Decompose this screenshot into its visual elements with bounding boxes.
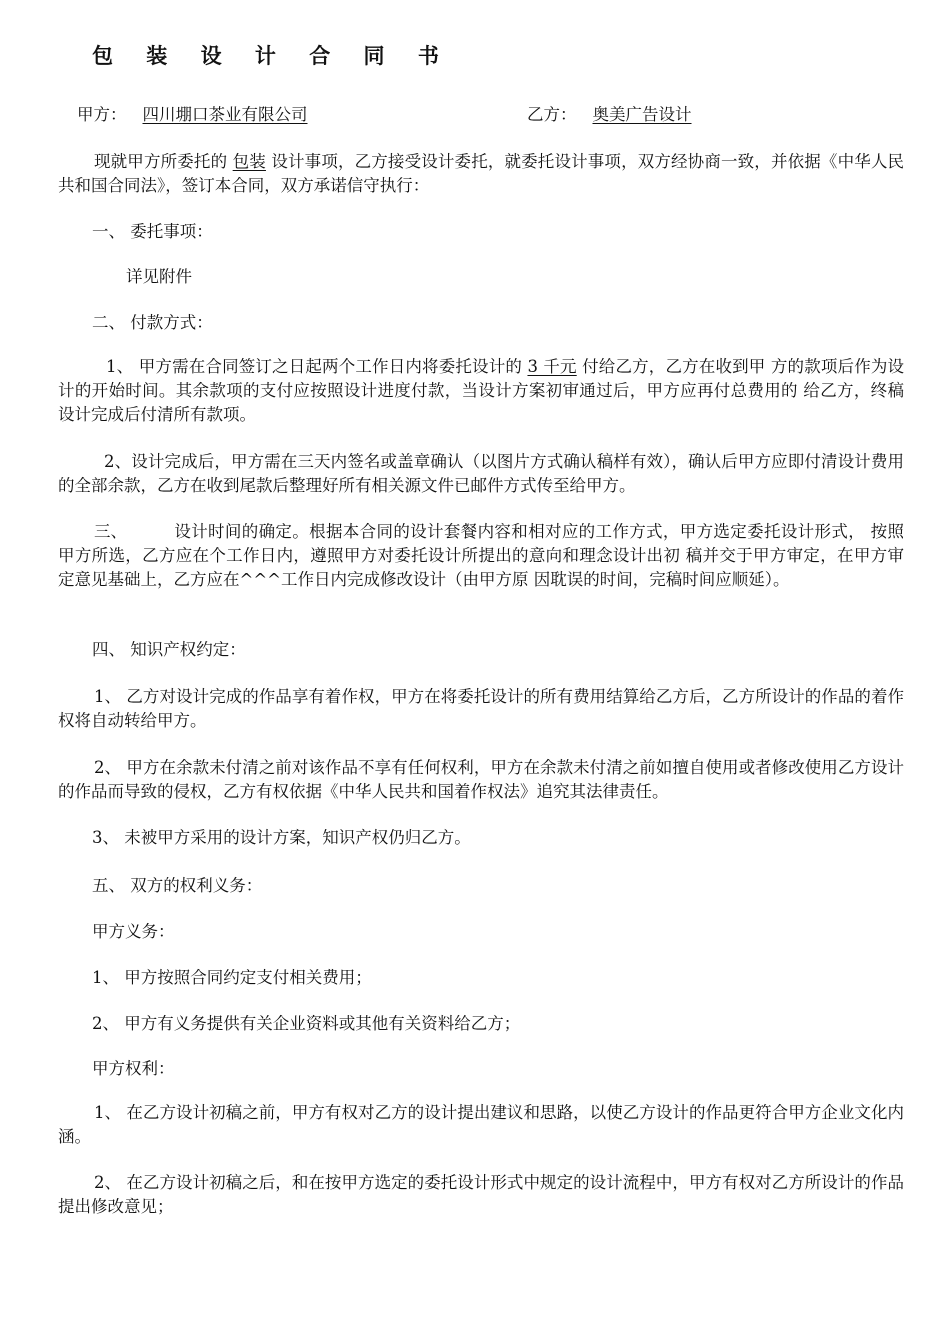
party-b	[527, 101, 692, 125]
party-a	[77, 101, 308, 125]
party-a-name: 四川堋口茶业有限公司	[142, 105, 308, 124]
section2-heading: 二、 付款方式：	[92, 313, 213, 332]
intro-paragraph	[58, 150, 904, 198]
party-a-duties-heading: 甲方义务：	[92, 922, 175, 941]
payment-amount: 3 千元	[527, 357, 577, 376]
intro-before: 现就甲方所委托的	[94, 152, 228, 171]
section1-heading: 一、 委托事项：	[92, 222, 213, 241]
section1-body: 详见附件	[126, 267, 192, 286]
intro-after: 设计事项，乙方接受设计委托，就委托设计事项，双方经协商一致，并依据《中华人民共和国合同法》，签订本合同，双方承诺信守执行：	[58, 152, 905, 195]
section3-paragraph	[58, 520, 904, 592]
party-a-duty-2: 2、 甲方有义务提供有关企业资料或其他有关资料给乙方；	[92, 1014, 521, 1033]
party-a-right-2: 2、 在乙方设计初稿之后，和在按甲方选定的委托设计形式中规定的设计流程中，甲方有权对乙方所设计的作品提出修改意见；	[58, 1173, 904, 1216]
section3-heading: 三、	[94, 522, 127, 541]
party-a-label: 甲方：	[77, 105, 127, 124]
section5-heading: 五、 双方的权利义务：	[92, 876, 263, 895]
payment-p1-after: 付给乙方，乙方在收到甲 方的款项后作为设计的开始时间。其余款项的支付应按照设计进度付款，当设计方案初审通过后，甲方应再付总费用的 给乙方，终稿设计完成后付清所有款项。	[58, 357, 905, 424]
section3-body: 设计时间的确定。根据本合同的设计套餐内容和相对应的工作方式，甲方选定委托设计形式， 按照甲方所选，乙方应在个工作日内，遵照甲方对委托设计所提出的意向和理念设计出初 稿并交于甲方审定，在甲方审定意见基础上，乙方应在^^^工作日内完成修改设计（由甲方原 因耽误的时间，完稿时间应顺延）。	[58, 522, 904, 589]
party-a-duty-1: 1、 甲方按照合同约定支付相关费用；	[92, 968, 372, 987]
party-b-label: 乙方：	[527, 105, 577, 124]
parties-row	[0, 101, 950, 125]
payment-p1-before: 1、 甲方需在合同签订之日起两个工作日内将委托设计的	[106, 357, 523, 376]
ip-paragraph-1: 1、 乙方对设计完成的作品享有着作权，甲方在将委托设计的所有费用结算给乙方后，乙方所设计的作品的着作权将自动转给甲方。	[58, 687, 904, 730]
payment-paragraph-1	[58, 355, 904, 427]
ip-paragraph-3: 3、 未被甲方采用的设计方案，知识产权仍归乙方。	[92, 828, 471, 847]
section4-heading: 四、 知识产权约定：	[92, 640, 246, 659]
ip-paragraph-2: 2、 甲方在余款未付清之前对该作品不享有任何权利，甲方在余款未付清之前如擅自使用或者修改使用乙方设计的作品而导致的侵权，乙方有权依据《中华人民共和国着作权法》追究其法律责任。	[58, 758, 904, 801]
party-b-name: 奥美广告设计	[592, 105, 692, 124]
party-a-right-1: 1、 在乙方设计初稿之前，甲方有权对乙方的设计提出建议和思路，以使乙方设计的作品更符合甲方企业文化内涵。	[58, 1103, 904, 1146]
payment-paragraph-2: 2、设计完成后，甲方需在三天内签名或盖章确认（以图片方式确认稿样有效），确认后甲方应即付清设计费用的全部余款，乙方在收到尾款后整理好所有相关源文件已邮件方式传至给甲方。	[58, 452, 904, 495]
document-title: 包 装 设 计 合 同 书	[92, 44, 452, 68]
intro-item: 包装	[232, 152, 266, 171]
party-a-rights-heading: 甲方权利：	[92, 1059, 175, 1078]
